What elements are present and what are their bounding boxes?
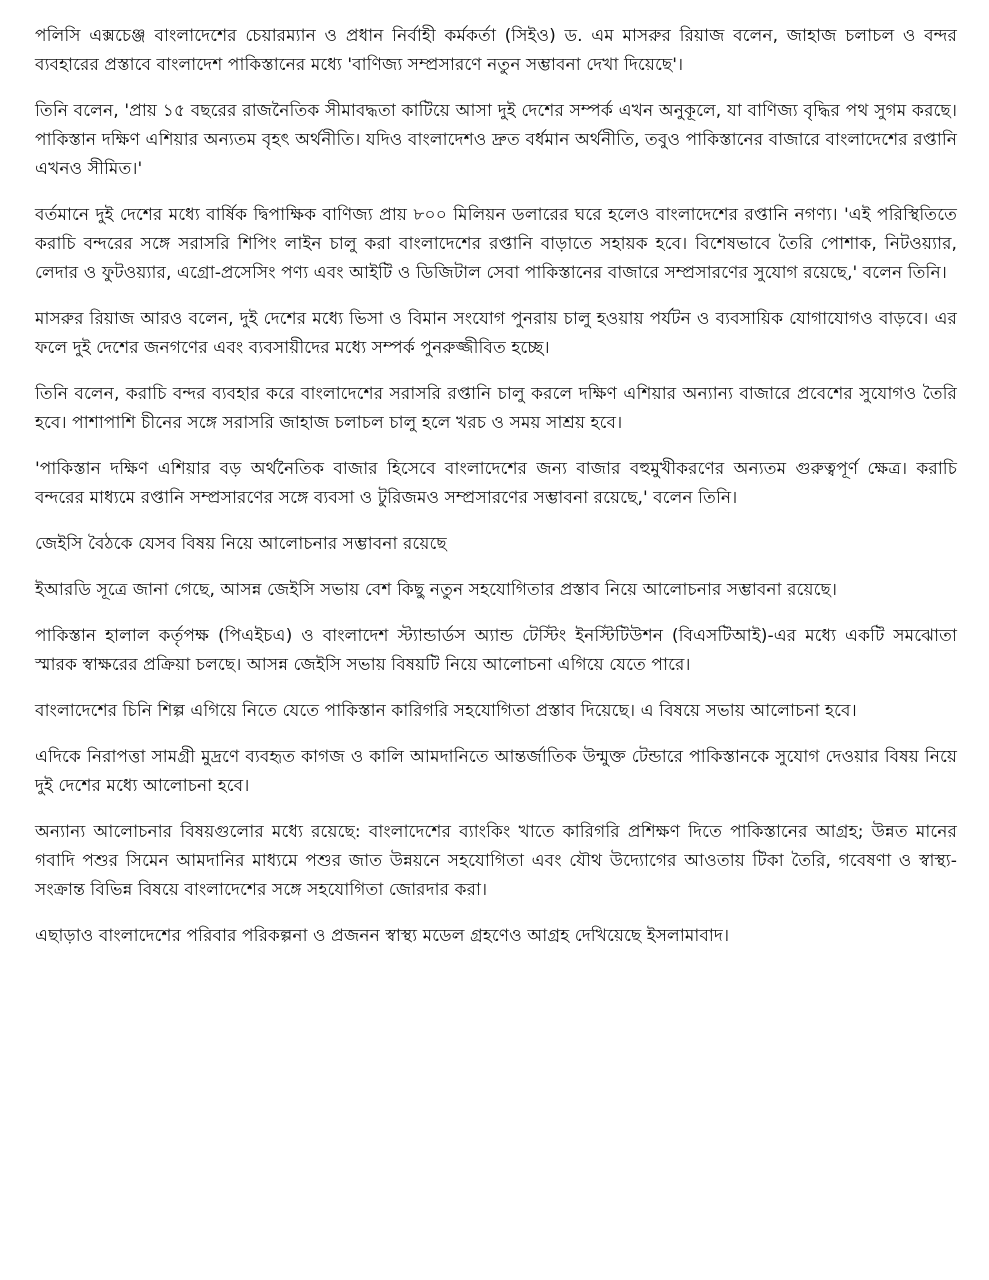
paragraph-intro: পলিসি এক্সচেঞ্জ বাংলাদেশের চেয়ারম্যান ও প্রধান নির্বাহী কর্মকর্তা (সিইও) ড. এম মাসরুর রিয়াজ বলেন, জাহাজ চলাচল ও বন্দর ব্যবহারের প্রস্তাবে বাংলাদেশ পাকিস্তানের মধ্যে 'বাণিজ্য সম্প্রসারণে নতুন সম্ভাবনা দেখা দিয়েছে'।	[35, 26, 957, 75]
paragraph-quote-relations: তিনি বলেন, 'প্রায় ১৫ বছরের রাজনৈতিক সীমাবদ্ধতা কাটিয়ে আসা দুই দেশের সম্পর্ক এখন অনুকূলে, যা বাণিজ্য বৃদ্ধির পথ সুগম করছে। পাকিস্তান দক্ষিণ এশিয়ার অন্যতম বৃহৎ অর্থনীতি। যদিও বাংলাদেশও দ্রুত বর্ধমান অর্থনীতি, তবুও পাকিস্তানের বাজারে বাংলাদেশের রপ্তানি এখনও সীমিত।'	[35, 101, 957, 179]
paragraph-market-diversification: 'পাকিস্তান দক্ষিণ এশিয়ার বড় অর্থনৈতিক বাজার হিসেবে বাংলাদেশের জন্য বাজার বহুমুখীকরণের অন্যতম গুরুত্বপূর্ণ ক্ষেত্র। করাচি বন্দরের মাধ্যমে রপ্তানি সম্প্রসারণের সঙ্গে ব্যবসা ও টুরিজমও সম্প্রসারণের সম্ভাবনা রয়েছে,' বলেন তিনি।	[35, 459, 957, 508]
paragraph-sugar-industry: বাংলাদেশের চিনি শিল্প এগিয়ে নিতে যেতে পাকিস্তান কারিগরি সহযোগিতা প্রস্তাব দিয়েছে। এ বিষয়ে সভায় আলোচনা হবে।	[35, 701, 857, 721]
paragraph-other-topics: অন্যান্য আলোচনার বিষয়গুলোর মধ্যে রয়েছে: বাংলাদেশের ব্যাংকিং খাতে কারিগরি প্রশিক্ষণ দিতে পাকিস্তানের আগ্রহ; উন্নত মানের গবাদি পশুর সিমেন আমদানির মাধ্যমে পশুর জাত উন্নয়নে সহযোগিতা এবং যৌথ উদ্যোগের আওতায় টিকা তৈরি, গবেষণা ও স্বাস্থ্য-সংক্রান্ত বিভিন্ন বিষয়ে বাংলাদেশের সঙ্গে সহযোগিতা জোরদার করা।	[35, 822, 957, 900]
paragraph-erd-source: ইআরডি সূত্রে জানা গেছে, আসন্ন জেইসি সভায় বেশ কিছু নতুন সহযোগিতার প্রস্তাব নিয়ে আলোচনার সম্ভাবনা রয়েছে।	[35, 580, 838, 600]
paragraph-security-printing: এদিকে নিরাপত্তা সামগ্রী মুদ্রণে ব্যবহৃত কাগজ ও কালি আমদানিতে আন্তর্জাতিক উন্মুক্ত টেন্ডারে পাকিস্তানকে সুযোগ দেওয়ার বিষয় নিয়ে দুই দেশের মধ্যে আলোচনা হবে।	[35, 747, 957, 796]
paragraph-visa-flights: মাসরুর রিয়াজ আরও বলেন, দুই দেশের মধ্যে ভিসা ও বিমান সংযোগ পুনরায় চালু হওয়ায় পর্যটন ও ব্যবসায়িক যোগাযোগও বাড়বে। এর ফলে দুই দেশের জনগণের এবং ব্যবসায়ীদের মধ্যে সম্পর্ক পুনরুজ্জীবিত হচ্ছে।	[35, 309, 957, 358]
section-subheading: জেইসি বৈঠকে যেসব বিষয় নিয়ে আলোচনার সম্ভাবনা রয়েছে	[35, 534, 447, 554]
document-body	[35, 22, 957, 968]
paragraph-halal-mou: পাকিস্তান হালাল কর্তৃপক্ষ (পিএইচএ) ও বাংলাদেশ স্ট্যান্ডার্ডস অ্যান্ড টেস্টিং ইনস্টিটিউশন (বিএসটিআই)-এর মধ্যে একটি সমঝোতা স্মারক স্বাক্ষরের প্রক্রিয়া চলছে। আসন্ন জেইসি সভায় বিষয়টি নিয়ে আলোচনা এগিয়ে যেতে পারে।	[35, 626, 957, 675]
paragraph-karachi-port: তিনি বলেন, করাচি বন্দর ব্যবহার করে বাংলাদেশের সরাসরি রপ্তানি চালু করলে দক্ষিণ এশিয়ার অন্যান্য বাজারে প্রবেশের সুযোগও তৈরি হবে। পাশাপাশি চীনের সঙ্গে সরাসরি জাহাজ চলাচল চালু হলে খরচ ও সময় সাশ্রয় হবে।	[35, 384, 957, 433]
paragraph-family-planning: এছাড়াও বাংলাদেশের পরিবার পরিকল্পনা ও প্রজনন স্বাস্থ্য মডেল গ্রহণেও আগ্রহ দেখিয়েছে ইসলামাবাদ।	[35, 926, 730, 946]
paragraph-bilateral-trade: বর্তমানে দুই দেশের মধ্যে বার্ষিক দ্বিপাক্ষিক বাণিজ্য প্রায় ৮০০ মিলিয়ন ডলারের ঘরে হলেও বাংলাদেশের রপ্তানি নগণ্য। 'এই পরিস্থিতিতে করাচি বন্দরের সঙ্গে সরাসরি শিপিং লাইন চালু করা বাংলাদেশের রপ্তানি বাড়াতে সহায়ক হবে। বিশেষভাবে তৈরি পোশাক, নিটওয়্যার, লেদার ও ফুটওয়্যার, এগ্রো-প্রসেসিং পণ্য এবং আইটি ও ডিজিটাল সেবা পাকিস্তানের বাজারে সম্প্রসারণের সুযোগ রয়েছে,' বলেন তিনি।	[35, 205, 957, 283]
